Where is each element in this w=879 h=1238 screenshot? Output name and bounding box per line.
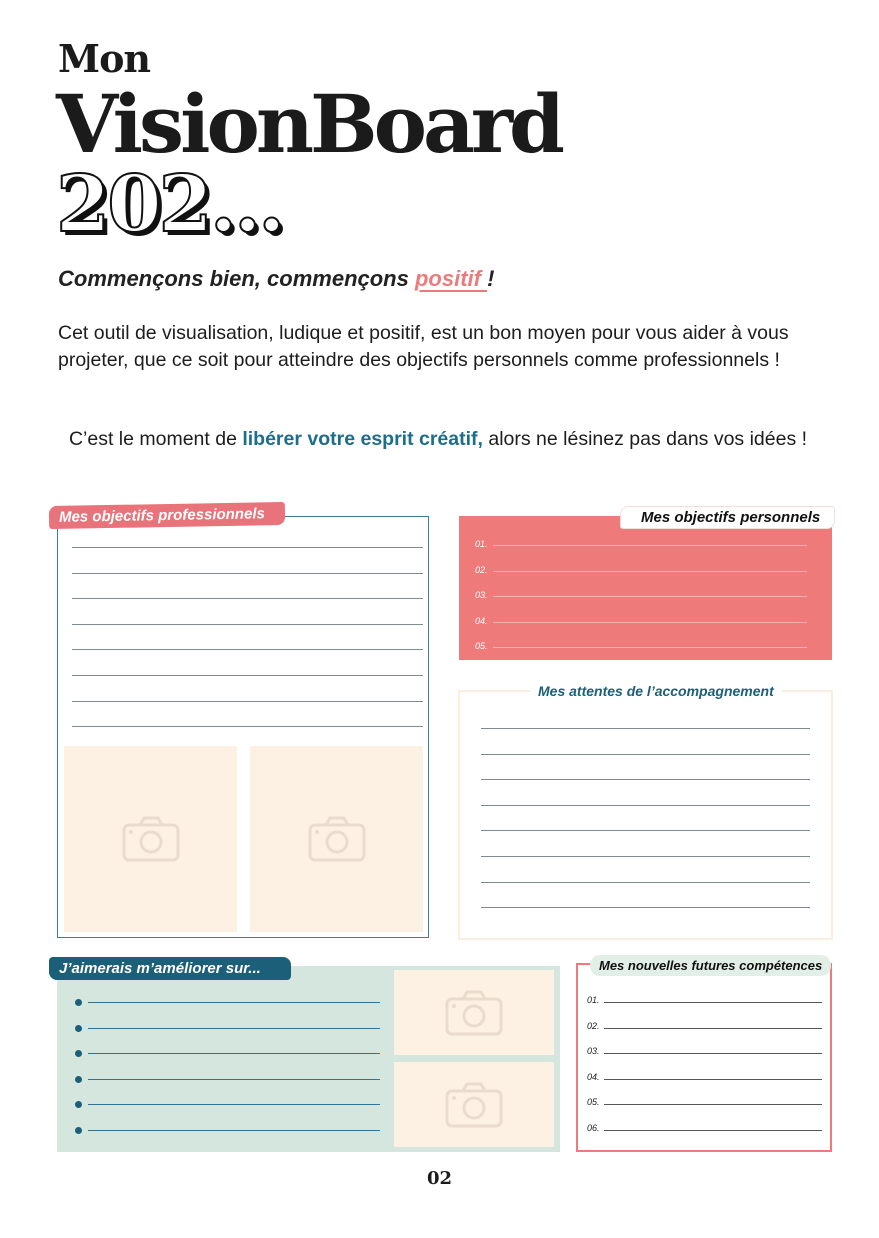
bullet-line[interactable]	[88, 1104, 380, 1105]
photo-placeholder[interactable]	[394, 970, 554, 1055]
ameliorer-title: J’aimerais m’améliorer sur...	[49, 957, 291, 980]
perso-item-line[interactable]	[493, 647, 807, 648]
perso-item-number: 03.	[475, 590, 488, 600]
competences-box	[576, 963, 832, 1152]
intro-paragraph-2	[58, 424, 818, 455]
perso-objectives-box	[459, 516, 832, 660]
title-year: 202...	[56, 159, 283, 250]
bullet-icon	[75, 1076, 82, 1083]
camera-icon	[445, 989, 503, 1037]
perso-item-number: 04.	[475, 615, 488, 626]
pro-objectives-title: Mes objectifs professionnels	[49, 502, 285, 529]
subtitle-end: !	[487, 266, 495, 291]
writing-line[interactable]	[481, 856, 810, 857]
perso-item-line[interactable]	[493, 596, 807, 597]
bullet-icon	[75, 1127, 82, 1134]
writing-line[interactable]	[481, 805, 810, 806]
writing-line[interactable]	[481, 728, 810, 729]
writing-line[interactable]	[481, 907, 810, 908]
bullet-line[interactable]	[88, 1130, 380, 1131]
intro-paragraph: Cet outil de visualisation, ludique et positif, est un bon moyen pour vous aider à vous projeter, que ce soit pour atteindre des objectifs personnels comme professionnels !	[58, 322, 789, 371]
writing-line[interactable]	[481, 882, 810, 883]
competence-item-line[interactable]	[604, 1053, 822, 1054]
writing-line[interactable]	[72, 701, 423, 702]
competence-item-number: 03.	[587, 1046, 600, 1057]
writing-line[interactable]	[481, 830, 810, 831]
perso-objectives-title: Mes objectifs personnels	[620, 506, 835, 529]
camera-icon	[445, 1081, 503, 1129]
writing-line[interactable]	[72, 675, 423, 676]
writing-line[interactable]	[72, 598, 423, 599]
bullet-icon	[75, 1025, 82, 1032]
writing-line[interactable]	[72, 573, 423, 574]
bullet-icon	[75, 999, 82, 1006]
bullet-line[interactable]	[88, 1053, 380, 1054]
camera-icon	[122, 815, 180, 863]
competence-item-number: 01.	[587, 995, 600, 1005]
writing-line[interactable]	[72, 547, 423, 548]
competence-item-number: 06.	[587, 1123, 600, 1133]
subtitle-text: Commençons bien, commençons	[58, 266, 415, 291]
intro2-highlight: libérer votre esprit créatif,	[242, 428, 483, 450]
perso-item-number: 01.	[475, 539, 488, 549]
bullet-line[interactable]	[88, 1002, 380, 1003]
competence-item-line[interactable]	[604, 1079, 822, 1080]
perso-item-number: 05.	[475, 641, 488, 651]
perso-item-line[interactable]	[493, 622, 807, 623]
photo-placeholder[interactable]	[250, 746, 423, 932]
writing-line[interactable]	[481, 779, 810, 780]
competence-item-line[interactable]	[604, 1002, 822, 1003]
writing-line[interactable]	[481, 754, 810, 755]
bullet-line[interactable]	[88, 1079, 380, 1080]
competence-item-number: 05.	[587, 1097, 600, 1108]
competence-item-number: 02.	[587, 1020, 600, 1031]
title-mon: Mon	[58, 36, 151, 81]
photo-placeholder[interactable]	[394, 1062, 554, 1147]
attentes-title: Mes attentes de l’accompagnement	[530, 683, 782, 699]
writing-line[interactable]	[72, 649, 423, 650]
competence-item-line[interactable]	[604, 1130, 822, 1131]
bullet-line[interactable]	[88, 1028, 380, 1029]
page-number: 02	[426, 1168, 453, 1189]
title-visionboard: VisionBoard	[56, 77, 561, 171]
competence-item-line[interactable]	[604, 1104, 822, 1105]
intro2-end: alors ne lésinez pas dans vos idées !	[482, 428, 808, 450]
photo-placeholder[interactable]	[64, 746, 237, 932]
camera-icon	[308, 815, 366, 863]
intro2-text: C’est le moment de	[68, 428, 243, 450]
subtitle	[58, 266, 494, 292]
competence-item-line[interactable]	[604, 1028, 822, 1029]
competence-item-number: 04.	[587, 1071, 600, 1082]
subtitle-highlight: positif	[414, 266, 488, 291]
writing-line[interactable]	[72, 624, 423, 625]
perso-item-line[interactable]	[493, 571, 807, 572]
perso-item-number: 02.	[475, 564, 488, 575]
writing-line[interactable]	[72, 726, 423, 727]
perso-item-line[interactable]	[493, 545, 807, 546]
competences-title: Mes nouvelles futures compétences	[590, 955, 831, 976]
